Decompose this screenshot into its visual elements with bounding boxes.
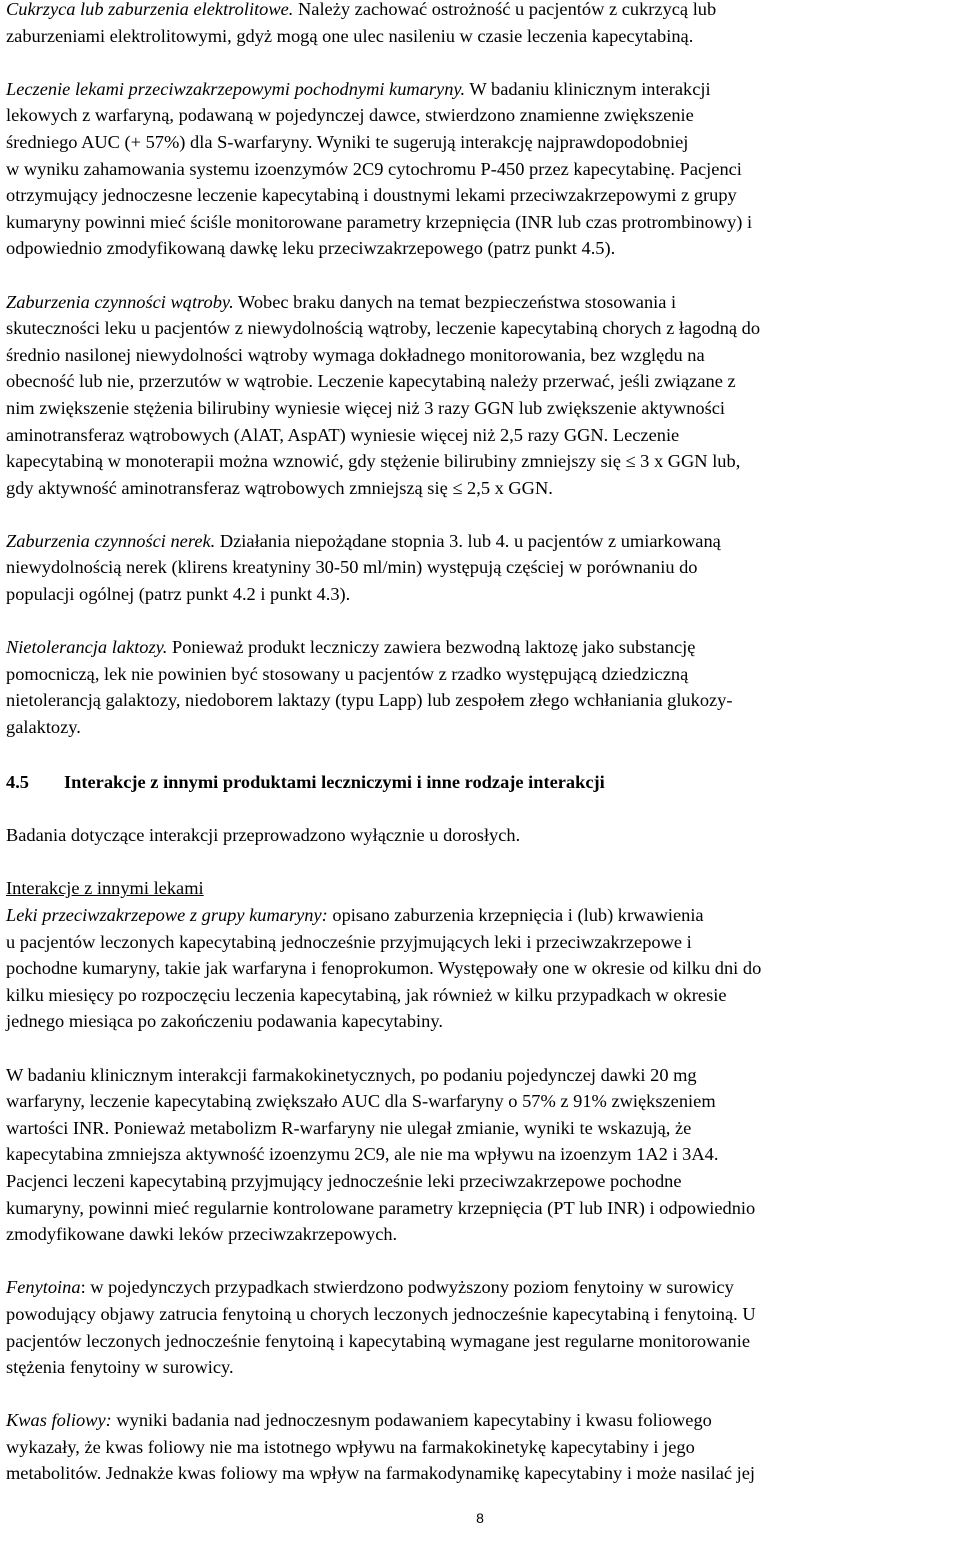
- text-line: opisano zaburzenia krzepnięcia i (lub) krwawienia: [327, 905, 704, 925]
- subheading: Interakcje z innymi lekami: [6, 878, 204, 899]
- paragraph-title: Cukrzyca lub zaburzenia elektrolitowe.: [6, 0, 294, 19]
- paragraph-title: Zaburzenia czynności wątroby.: [6, 291, 234, 312]
- paragraph-kidney: [6, 528, 956, 608]
- text-line: kapecytabina zmniejsza aktywność izoenzymu 2C9, ale nie ma wpływu na izoenzym 1A2 i 3A4.: [6, 1144, 719, 1165]
- text-line: Badania dotyczące interakcji przeprowadzono wyłącznie u dorosłych.: [6, 825, 521, 846]
- text-line: W badaniu klinicznym interakcji: [465, 78, 711, 99]
- document-page: [6, 0, 956, 1487]
- paragraph-title: Kwas foliowy:: [6, 1410, 112, 1431]
- paragraph-adults: [6, 822, 956, 849]
- section-title: Interakcje z innymi produktami leczniczymi i inne rodzaje interakcji: [64, 771, 605, 792]
- text-line: skuteczności leku u pacjentów z niewydolnością wątroby, leczenie kapecytabiną chorych z łagodną do: [6, 318, 761, 339]
- text-line: średnio nasilonej niewydolności wątroby wymaga dokładnego monitorowania, bez względu na: [6, 344, 705, 365]
- text-line: populacji ogólnej (patrz punkt 4.2 i punkt 4.3).: [6, 584, 351, 605]
- paragraph-coumarin: [6, 875, 956, 1035]
- text-line: kumaryny powinni mieć ściśle monitorowane parametry krzepnięcia (INR lub czas protrombinowy) i: [6, 211, 753, 232]
- paragraph-phenytoin: [6, 1274, 956, 1380]
- text-line: Pacjenci leczeni kapecytabiną przyjmujący jednocześnie leki przeciwzakrzepowe pochodne: [6, 1170, 682, 1191]
- text-line: powodujący objawy zatrucia fenytoiną u chorych leczonych jednocześnie kapecytabiną i fenytoiną. U: [6, 1303, 756, 1324]
- text-line: stężenia fenytoiny w surowicy.: [6, 1357, 234, 1378]
- text-line: pochodne kumaryny, takie jak warfaryna i fenoprokumon. Występowały one w okresie od kilku dni do: [6, 958, 762, 979]
- paragraph-title: Leki przeciwzakrzepowe z grupy kumaryny:: [6, 905, 328, 925]
- text-line: kapecytabiną w monoterapii można wznowić, gdy stężenie bilirubiny zmniejszy się ≤ 3 x GGN lub,: [6, 451, 741, 472]
- paragraph-anticoagulants: [6, 76, 956, 262]
- text-line: obecność lub nie, przerzutów w wątrobie. Leczenie kapecytabiną należy przerwać, jeśli związane z: [6, 371, 736, 392]
- text-line: pomocniczą, lek nie powinien być stosowany u pacjentów z rzadko występującą dziedziczną: [6, 663, 689, 684]
- text-line: pacjentów leczonych jednocześnie fenytoiną i kapecytabiną wymagane jest regularne monitorowanie: [6, 1330, 751, 1351]
- text-line: Należy zachować ostrożność u pacjentów z cukrzycą lub: [293, 0, 717, 19]
- paragraph-title: Zaburzenia czynności nerek.: [6, 530, 216, 551]
- text-line: warfaryny, leczenie kapecytabiną zwiększało AUC dla S-warfaryny o 57% z 91% zwiększeniem: [6, 1091, 716, 1112]
- page-number: 8: [476, 1510, 484, 1526]
- text-line: zmodyfikowane dawki leków przeciwzakrzepowych.: [6, 1224, 398, 1245]
- text-line: W badaniu klinicznym interakcji farmakokinetycznych, po podaniu pojedynczej dawki 20 mg: [6, 1064, 697, 1085]
- paragraph-liver: [6, 289, 956, 502]
- text-line: metabolitów. Jednakże kwas foliowy ma wpływ na farmakodynamikę kapecytabiny i może nasilać jej: [6, 1463, 756, 1484]
- text-line: w wyniku zahamowania systemu izoenzymów 2C9 cytochromu P-450 przez kapecytabinę. Pacjenci: [6, 158, 742, 179]
- text-line: wykazały, że kwas foliowy nie ma istotnego wpływu na farmakokinetykę kapecytabiny i jego: [6, 1436, 695, 1457]
- text-line: nietolerancją galaktozy, niedoborem laktazy (typu Lapp) lub zespołem złego wchłaniania glukozy-: [6, 690, 733, 711]
- paragraph-title: Leczenie lekami przeciwzakrzepowymi pochodnymi kumaryny.: [6, 78, 466, 99]
- section-heading: [6, 769, 956, 796]
- text-line: : w pojedynczych przypadkach stwierdzono podwyższony poziom fenytoiny w surowicy: [80, 1277, 734, 1298]
- text-line: średniego AUC (+ 57%) dla S-warfaryny. Wyniki te sugerują interakcję najprawdopodobniej: [6, 131, 689, 152]
- text-line: wyniki badania nad jednoczesnym podawaniem kapecytabiny i kwasu foliowego: [111, 1410, 712, 1431]
- text-line: nim zwiększenie stężenia bilirubiny wyniesie więcej niż 3 razy GGN lub zwiększenie aktywności: [6, 397, 726, 418]
- paragraph-title: Fenytoina: [6, 1277, 81, 1298]
- paragraph-diabetes: [6, 0, 956, 49]
- text-line: Ponieważ produkt leczniczy zawiera bezwodną laktozę jako substancję: [167, 637, 696, 658]
- text-line: Wobec braku danych na temat bezpieczeństwa stosowania i: [233, 291, 677, 312]
- text-line: u pacjentów leczonych kapecytabiną jednocześnie przyjmujących leki i przeciwzakrzepowe i: [6, 931, 692, 952]
- paragraph-title: Nietolerancja laktozy.: [6, 637, 168, 658]
- text-line: aminotransferaz wątrobowych (AlAT, AspAT) wyniesie więcej niż 2,5 razy GGN. Leczenie: [6, 424, 680, 445]
- text-line: gdy aktywność aminotransferaz wątrobowych zmniejszą się ≤ 2,5 x GGN.: [6, 477, 553, 498]
- paragraph-folic-acid: [6, 1407, 956, 1487]
- text-line: galaktozy.: [6, 717, 81, 738]
- text-line: niewydolnością nerek (klirens kreatyniny 30-50 ml/min) występują częściej w porównaniu do: [6, 557, 698, 578]
- text-line: jednego miesiąca po zakończeniu podawania kapecytabiny.: [6, 1011, 443, 1032]
- text-line: odpowiednio zmodyfikowaną dawkę leku przeciwzakrzepowego (patrz punkt 4.5).: [6, 238, 616, 259]
- text-line: zaburzeniami elektrolitowymi, gdyż mogą one ulec nasileniu w czasie leczenia kapecytabiną.: [6, 25, 694, 46]
- paragraph-warfarin-study: [6, 1062, 956, 1248]
- text-line: kumaryny, powinni mieć regularnie kontrolowane parametry krzepnięcia (PT lub INR) i odpowiednio: [6, 1197, 756, 1218]
- paragraph-lactose: [6, 634, 956, 740]
- text-line: lekowych z warfaryną, podawaną w pojedynczej dawce, stwierdzono znamienne zwiększenie: [6, 105, 694, 126]
- text-line: wartości INR. Ponieważ metabolizm R-warfaryny nie ulegał zmianie, wyniki te wskazują, że: [6, 1117, 692, 1138]
- text-line: Działania niepożądane stopnia 3. lub 4. u pacjentów z umiarkowaną: [215, 530, 721, 551]
- section-number: 4.5: [6, 771, 29, 792]
- text-line: otrzymujący jednoczesne leczenie kapecytabiną i doustnymi lekami przeciwzakrzepowymi z grupy: [6, 185, 737, 206]
- text-line: kilku miesięcy po rozpoczęciu leczenia kapecytabiną, jak również w kilku przypadkach w okresie: [6, 984, 727, 1005]
